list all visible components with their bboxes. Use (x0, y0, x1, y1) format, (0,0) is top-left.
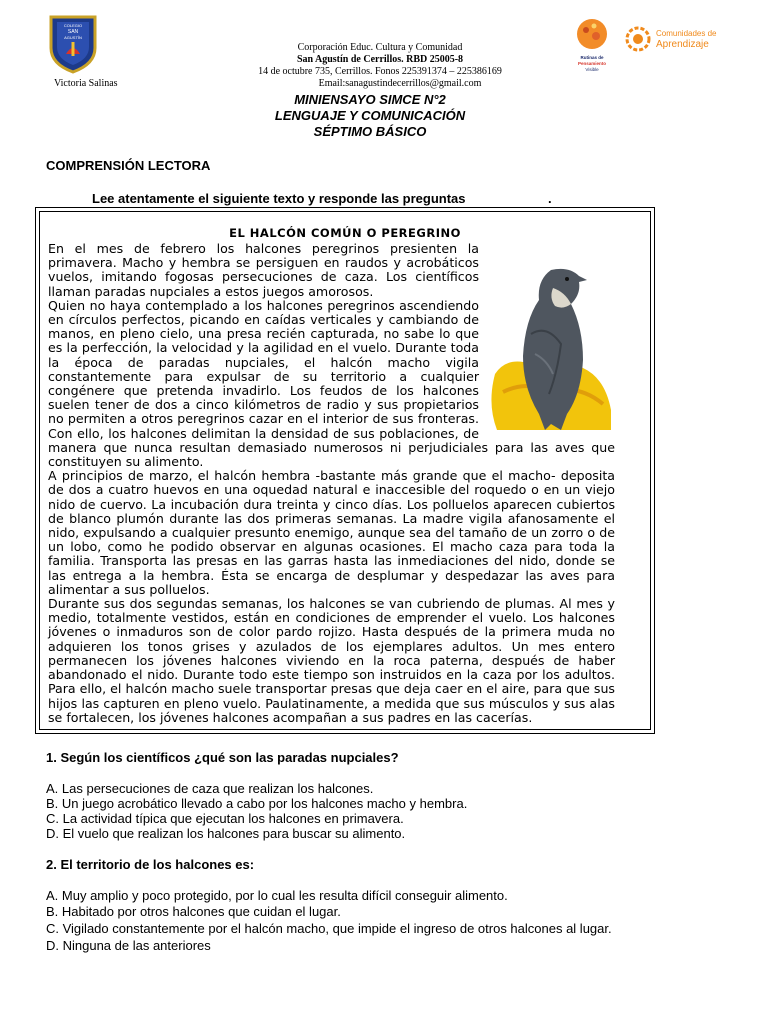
question-1-option-c[interactable]: C. La actividad típica que ejecutan los halcones en primavera. (46, 811, 404, 826)
question-2-option-a[interactable]: A. Muy amplio y poco protegido, por lo cual les resulta difícil conseguir alimento. (46, 888, 508, 903)
question-1-option-a[interactable]: A. Las persecuciones de caza que realizan los halcones. (46, 781, 374, 796)
grade-title: SÉPTIMO BÁSICO (313, 124, 427, 139)
question-2-option-d[interactable]: D. Ninguna de las anteriores (46, 938, 211, 953)
falcon-illustration (487, 264, 615, 430)
question-2-option-c[interactable]: C. Vigilado constantemente por el halcón macho, que impide el ingreso de otros halcones al lugar. (46, 921, 612, 936)
section-title: COMPRENSIÓN LECTORA (46, 158, 211, 173)
logo1-text-1: Rutinas de (580, 55, 604, 60)
question-1-option-b[interactable]: B. Un juego acrobático llevado a cabo por los halcones macho y hembra. (46, 796, 468, 811)
crest-text-2: SAN (67, 29, 79, 35)
logo2-text-2: Aprendizaje (656, 39, 709, 50)
instructions-end: . (548, 191, 552, 206)
passage-paragraph-2: Quien no haya contemplado a los halcones peregrinos ascendiendo en círculos perfectos, picando en caídas verticales y cambiando de manos, en pleno cielo, una presa recién capturada, no sabe lo que es la perfección, la velocidad y la agilidad en el vuelo. Durante toda la época de paradas nupciales, el halcón macho vigila constantemente para expulsar de su territorio a cualquier congénere que pretenda invadirlo. Los feudos de los halcones suelen tener de dos a cinco kilómetros de radio y sus propietarios no permiten a otros peregrinos cazar en el interior de sus fronteras. Con ello, los halcones delimitan la densidad de sus poblaciones, de manera que nunca resultan demasiado numerosos ni perjudiciales para las aves que constituyen su alimento. (48, 297, 615, 470)
instructions (92, 191, 562, 206)
school-name: San Agustín de Cerrillos. RBD 25005-8 (296, 54, 464, 65)
instructions-text: Lee atentamente el siguiente texto y responde las preguntas (92, 191, 466, 206)
crest-text-3: AGUSTÍN (64, 35, 82, 40)
logo1-text-3: Visible (585, 67, 599, 72)
org-name: Corporación Educ. Cultura y Comunidad (297, 42, 463, 53)
school-header (230, 42, 530, 90)
school-crest-logo (48, 14, 98, 74)
question-2-options (46, 888, 612, 953)
passage-paragraph-4: Durante sus dos segundas semanas, los halcones se van cubriendo de plumas. Al mes y medio, totalmente vestidos, están en condiciones de emprender el vuelo. Los halcones jóvenes o inmaduros son de color pardo rojizo. Hasta después de la primera muda no adquieren los tonos grises y azulados de los ejemplares adultos. Un mes entero permanecen los jóvenes halcones viviendo en la roca paterna, después de haber abandonado el nido. Durante todo este tiempo son instruidos en la caza por los adultos. Para ello, el halcón macho suele transportar presas que deja caer en el aire, para que sus hijos las capturen en pleno vuelo. Paulatinamente, a medida que sus músculos y sus alas se fortalecen, los jóvenes halcones acompañan a sus padres en las cacerías. (48, 596, 615, 725)
logo1-text-2: Pensamiento (577, 61, 607, 66)
learning-communities-logo (622, 22, 722, 56)
passage-text (48, 242, 615, 725)
school-email: Email:sanagustindecerrillos@gmail.com (318, 78, 482, 89)
passage-title: EL HALCÓN COMÚN O PEREGRINO (229, 226, 461, 240)
passage-paragraph-3: A principios de marzo, el halcón hembra -bastante más grande que el macho- deposita de dos a cuatro huevos en una oquedad natural e inaccesible del roquedo o en un viejo nido de cuervo. La incubación dura treinta y cinco días. Los polluelos aparecen cubiertos de blanco plumón durante las dos primeras semanas. La madre vigila afanosamente el nido, expulsando a cualquier presunto enemigo, aunque sea del tamaño de un zorro o de un lobo, como he podido observar en algunas ocasiones. El macho caza para toda la familia. Transporta las presas en las garras hasta las inmediaciones del nido, donde se las entrega a la hembra. Ésta se encarga de desplumar y despedazar las aves para alimentar a sus polluelos. (48, 468, 615, 597)
logo2-text-1: Comunidades de (656, 29, 717, 38)
exam-title: MINIENSAYO SIMCE N°2 (294, 92, 446, 107)
question-1-options (46, 781, 467, 841)
question-1-option-d[interactable]: D. El vuelo que realizan los halcones para buscar su alimento. (46, 826, 406, 841)
crest-text-1: COLEGIO (63, 23, 83, 28)
exam-titles (200, 92, 540, 140)
crest-caption: Victoria Salinas (54, 78, 118, 89)
school-address: 14 de octubre 735, Cerrillos. Fonos 225391374 – 225386169 (258, 66, 502, 77)
question-2-prompt: 2. El territorio de los halcones es: (46, 857, 255, 872)
subject-title: LENGUAJE Y COMUNICACIÓN (274, 108, 466, 123)
question-1-prompt: 1. Según los científicos ¿qué son las paradas nupciales? (46, 750, 399, 765)
passage-paragraph-1: En el mes de febrero los halcones peregrinos presienten la primavera. Macho y hembra se persiguen en raudos y acrobáticos vuelos, imitando fogosas persecuciones de caza. Los científicos llaman paradas nupciales a estos juegos amorosos. (48, 241, 479, 299)
question-2-option-b[interactable]: B. Habitado por otros halcones que cuidan el lugar. (46, 904, 341, 919)
thinking-routines-logo (574, 16, 610, 82)
